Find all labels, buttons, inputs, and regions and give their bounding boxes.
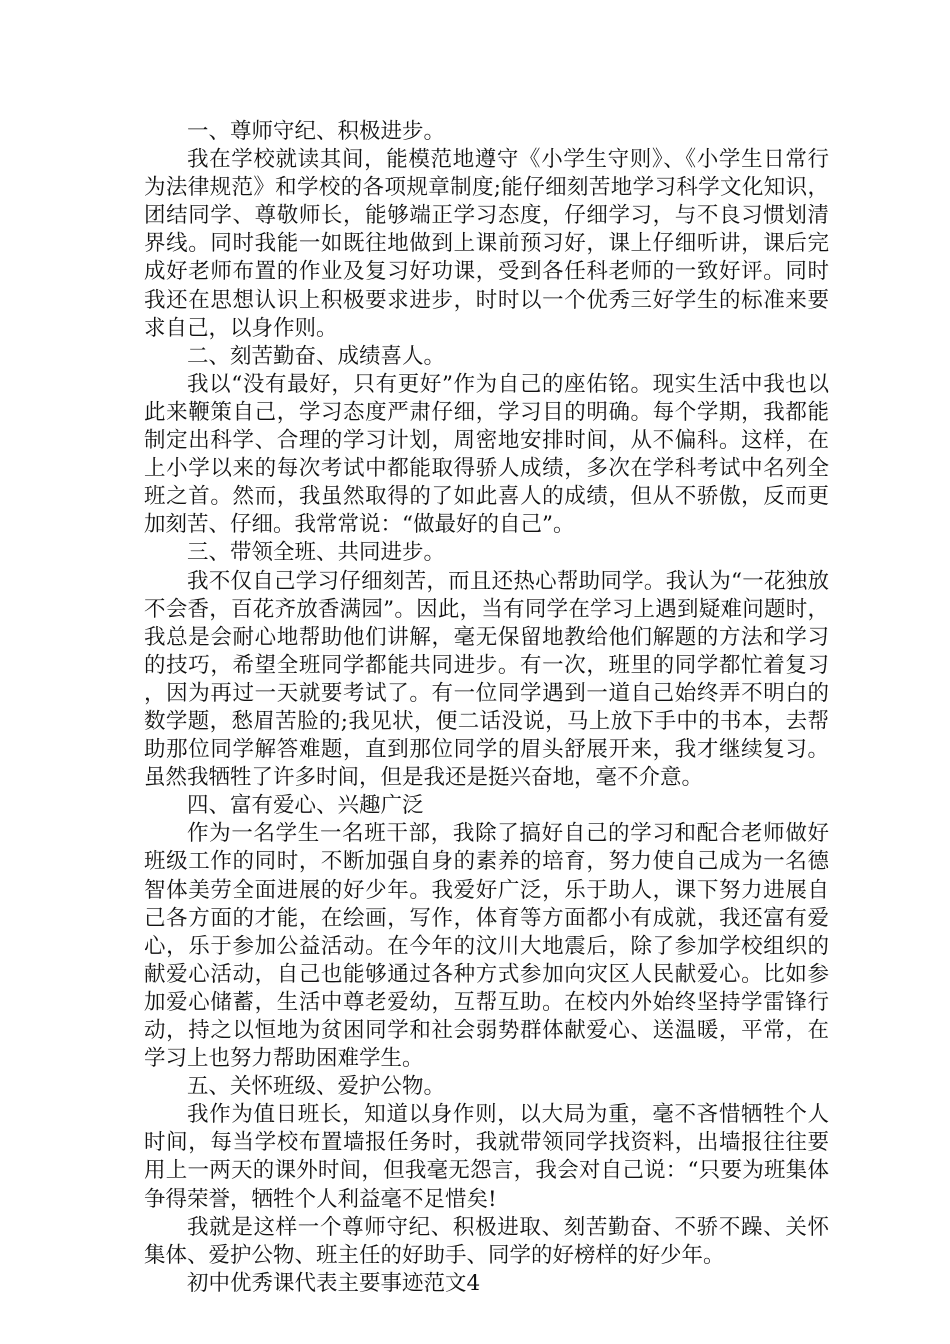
section-heading: 一、尊师守纪、积极进步。 [187, 119, 446, 144]
body-paragraph: 我不仅自己学习仔细刻苦，而且还热心帮助同学。我认为“一花独放不会香，百花齐放香满园”。因此，当有同学在学习上遇到疑难问题时，我总是会耐心地帮助他们讲解，毫无保留地教给他们解题的方法和学习的技巧，希望全班同学都能共同进步。有一次，班里的同学都忙着复习，因为再过一天就要考试了。有一位同学遇到一道自己始终弄不明白的数学题，愁眉苦脸的;我见状，便二话没说，马上放下手中的书本，去帮助那位同学解答难题，直到那位同学的眉头舒展开来，我才继续复习。虽然我牺牲了许多时间，但是我还是挺兴奋地，毫不介意。 [144, 568, 829, 791]
document-title: 初中优秀课代表主要事迹范文4 [187, 1270, 481, 1296]
body-paragraph: 我在学校就读其间，能模范地遵守《小学生守则》、《小学生日常行为法律规范》和学校的各项规章制度;能仔细刻苦地学习科学文化知识，团结同学、尊敬师长，能够端正学习态度，仔细学习，与不良习惯划清界线。同时我能一如既往地做到上课前预习好，课上仔细听讲，课后完成好老师布置的作业及复习好功课，受到各任科老师的一致好评。同时我还在思想认识上积极要求进步，时时以一个优秀三好学生的标准来要求自己，以身作则。 [144, 147, 829, 341]
body-paragraph: 我作为值日班长，知道以身作则，以大局为重，毫不吝惜牺牲个人时间，每当学校布置墙报任务时，我就带领同学找资料，出墙报往往要用上一两天的课外时间，但我毫无怨言，我会对自己说：“只要为班集体争得荣誉，牺牲个人利益毫不足惜矣! [144, 1102, 829, 1212]
body-paragraph: 我以“没有最好，只有更好”作为自己的座佑铭。现实生活中我也以此来鞭策自己，学习态度严肃仔细，学习目的明确。每个学期，我都能制定出科学、合理的学习计划，周密地安排时间，从不偏科。这样，在上小学以来的每次考试中都能取得骄人成绩，多次在学科考试中名列全班之首。然而，我虽然取得的了如此喜人的成绩，但从不骄傲，反而更加刻苦、仔细。我常常说：“做最好的自己”。 [144, 371, 829, 538]
body-paragraph: 作为一名学生一名班干部，我除了搞好自己的学习和配合老师做好班级工作的同时，不断加强自身的素养的培育，努力使自己成为一名德智体美劳全面进展的好少年。我爱好广泛，乐于助人，课下努力进展自己各方面的才能，在绘画，写作，体育等方面都小有成就，我还富有爱心，乐于参加公益活动。在今年的汶川大地震后，除了参加学校组织的献爱心活动，自己也能够通过各种方式参加向灾区人民献爱心。比如参加爱心储蓄，生活中尊老爱幼，互帮互助。在校内外始终坚持学雷锋行动，持之以恒地为贫困同学和社会弱势群体献爱心、送温暖，平常，在学习上也努力帮助困难学生。 [144, 821, 829, 1072]
section-heading: 五、关怀班级、爱护公物。 [187, 1074, 446, 1100]
body-paragraph: 我就是这样一个尊师守纪、积极进取、刻苦勤奋、不骄不躁、关怀集体、爱护公物、班主任的好助手、同学的好榜样的好少年。 [144, 1214, 829, 1268]
section-heading: 四、富有爱心、兴趣广泛 [187, 793, 424, 819]
section-heading: 二、刻苦勤奋、成绩喜人。 [187, 343, 446, 369]
section-heading: 三、带领全班、共同进步。 [187, 540, 446, 566]
document-page [144, 118, 829, 1298]
